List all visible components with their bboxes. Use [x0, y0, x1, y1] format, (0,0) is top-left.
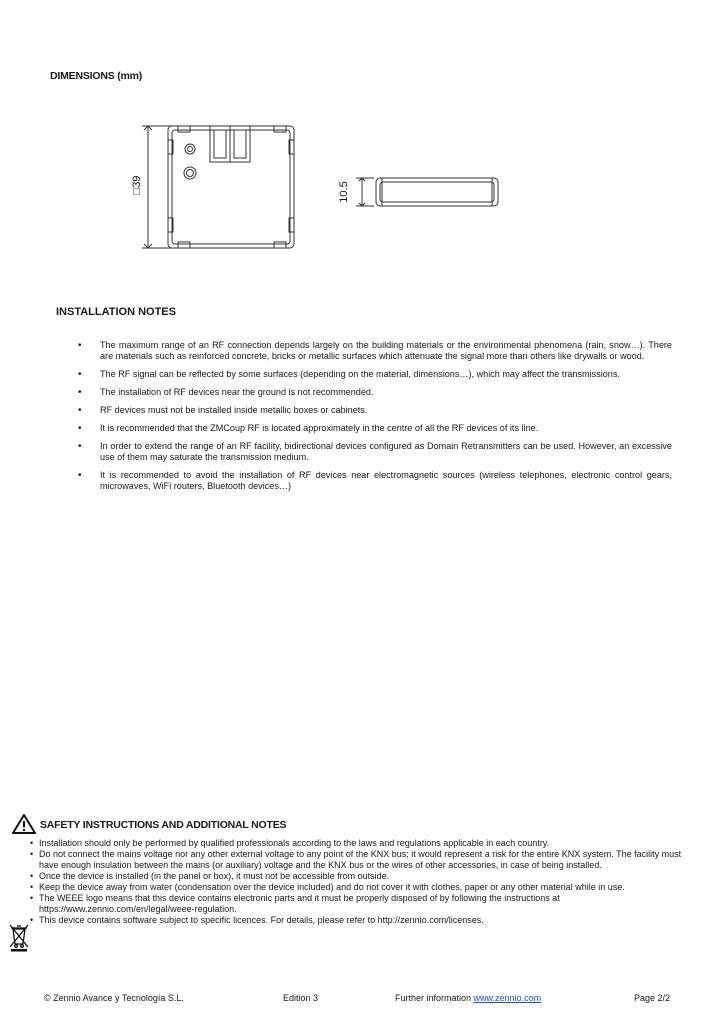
footer-info-label: Further information — [395, 993, 472, 1003]
width-dimension-label: □39 — [131, 175, 143, 195]
warning-triangle-icon — [12, 814, 36, 834]
crossed-bin-icon — [8, 922, 30, 952]
list-item: • Keep the device away from water (condensation over the device included) and do not cover it with clothes, paper or any other material while in use. — [30, 882, 688, 893]
list-item: • The maximum range of an RF connection depends largely on the building materials or the environmental phenomena (rain, snow…). There are materials such as reinforced concrete, bricks or metallic surfaces which attenuate the signal more than others like drywalls or wood. — [78, 340, 672, 362]
height-dimension-label: 10.5 — [338, 181, 350, 203]
list-item: • The WEEE logo means that this device contains electronic parts and it must be properly disposed of by following the instructions at https://www.zennio.com/en/legal/weee-regulation. — [30, 893, 688, 915]
list-item: • Once the device is installed (in the panel or box), it must not be accessible from outside. — [30, 871, 688, 882]
list-item: • RF devices must not be installed inside metallic boxes or cabinets. — [78, 405, 672, 416]
device-side-view — [352, 172, 502, 212]
device-front-view — [128, 118, 300, 258]
footer-edition: Edition 3 — [283, 993, 319, 1003]
list-item: • Do not connect the mains voltage nor any other external voltage to any point of the KNX bus; it would represent a risk for the entire KNX system. The facility must have enough insulation between the mains (or auxiliary) voltage and the KNX bus or the wires of other accessories, in case of being installed. — [30, 849, 688, 871]
list-item: • Installation should only be performed by qualified professionals according to the laws and regulations applicable in each country. — [30, 838, 688, 849]
footer-info — [395, 993, 541, 1003]
installation-heading: INSTALLATION NOTES — [56, 306, 176, 318]
list-item: • It is recommended to avoid the installation of RF devices near electromagnetic sources (wireless telephones, electronic control gears, microwaves, WiFi routers, Bluetooth devices…) — [78, 470, 672, 492]
list-item: • It is recommended that the ZMCoup RF is located approximately in the centre of all the RF devices of its line. — [78, 423, 672, 434]
zennio-website-link[interactable]: www.zennio.com — [473, 993, 542, 1003]
installation-notes-list — [78, 340, 672, 499]
safety-notes-list — [30, 838, 688, 926]
footer-page-number: Page 2/2 — [634, 993, 671, 1003]
list-item: • This device contains software subject to specific licences. For details, please refer to http://zennio.com/licenses. — [30, 915, 688, 926]
footer-company: © Zennio Avance y Tecnología S.L. — [44, 993, 184, 1003]
safety-heading: SAFETY INSTRUCTIONS AND ADDITIONAL NOTES — [40, 819, 287, 831]
list-item: • The installation of RF devices near the ground is not recommended. — [78, 387, 672, 398]
list-item: • The RF signal can be reflected by some surfaces (depending on the material, dimensions…), which may affect the transmissions. — [78, 369, 672, 380]
dimensions-heading: DIMENSIONS (mm) — [50, 70, 143, 82]
list-item: • In order to extend the range of an RF facility, bidirectional devices configured as Domain Retransmitters can be used. However, an excessive use of them may saturate the transmission medium. — [78, 441, 672, 463]
